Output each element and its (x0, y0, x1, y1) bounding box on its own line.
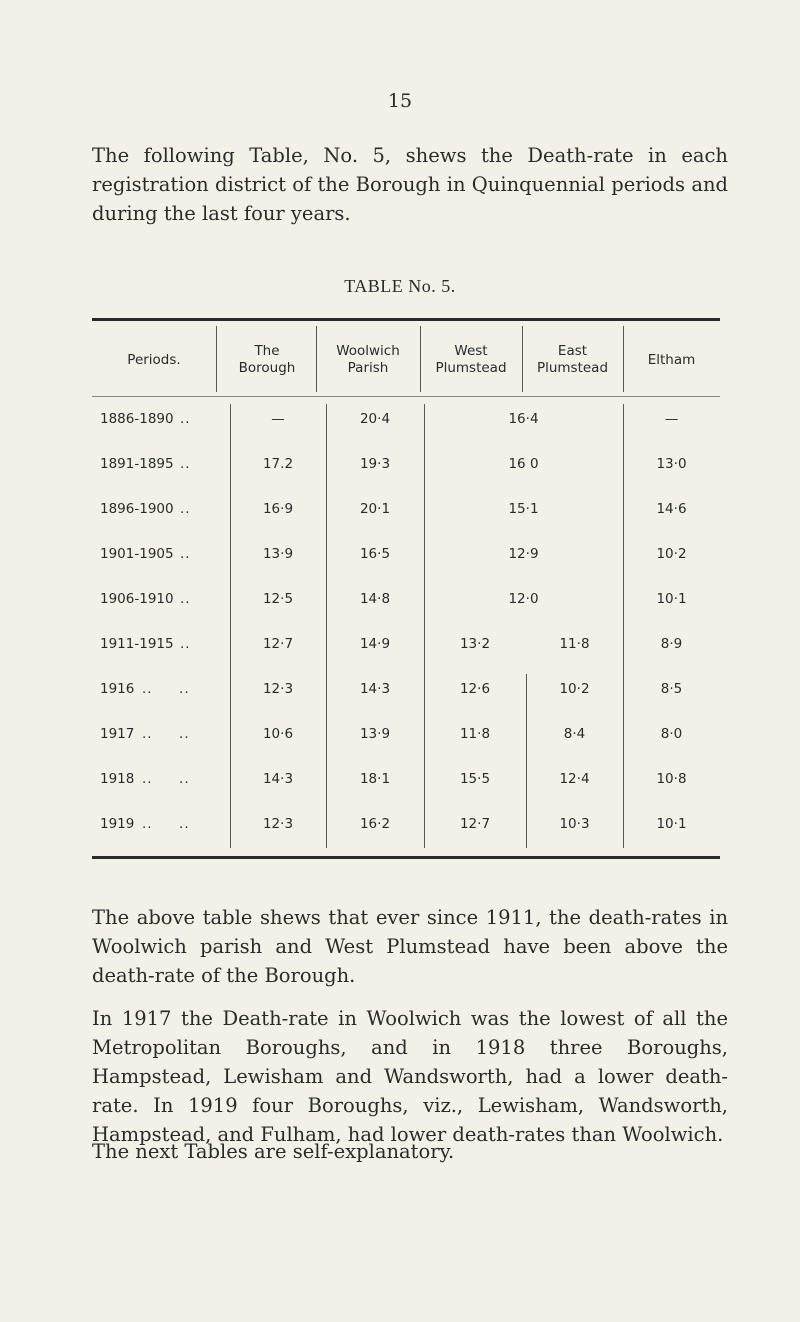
period-cell: 1896-1900 (100, 501, 174, 517)
header-eltham: Eltham (647, 351, 696, 368)
table-row: 1901-1905 .. 13·9 16·5 12·9 10·2 (92, 541, 720, 567)
borough-cell: 12·7 (262, 636, 294, 652)
west-plumstead-cell: 12·7 (459, 816, 491, 832)
eltham-cell: 8·5 (660, 681, 683, 697)
table-top-rule (92, 318, 720, 321)
eltham-cell: 13·0 (656, 456, 687, 472)
plumstead-combined-cell: 15·1 (508, 501, 539, 517)
plumstead-combined-cell: 12·0 (508, 591, 539, 607)
table-row: 1911-1915 .. 12·7 14·9 13·2 11·8 8·9 (92, 631, 720, 657)
eltham-cell: 8·9 (660, 636, 683, 652)
eltham-cell: 10·8 (656, 771, 687, 787)
woolwich-cell: 14·3 (359, 681, 391, 697)
west-plumstead-cell: 12·6 (459, 681, 491, 697)
woolwich-cell: 19·3 (359, 456, 391, 472)
east-plumstead-cell: 8·4 (563, 726, 586, 742)
table-row: 1918 .. .. 14·3 18·1 15·5 12·4 10·8 (92, 766, 720, 792)
borough-cell: 10·6 (262, 726, 294, 742)
borough-cell: — (271, 411, 285, 427)
table-commentary-paragraph: The above table shews that ever since 1911, the death-rates in Woolwich parish and West Plumstead have been above the death-rate of the Borough. (92, 906, 728, 987)
period-cell: 1901-1905 (100, 546, 174, 562)
header-periods: Periods. (127, 351, 181, 368)
header-east-plumstead: East Plumstead (536, 343, 609, 376)
table-row: 1916 .. .. 12·3 14·3 12·6 10·2 8·5 (92, 676, 720, 702)
woolwich-cell: 18·1 (359, 771, 391, 787)
table-row: 1886-1890 .. — 20·4 16·4 — (92, 406, 720, 432)
borough-cell: 12·3 (262, 816, 294, 832)
eltham-cell: — (664, 411, 679, 427)
borough-cell: 17.2 (262, 456, 294, 472)
woolwich-cell: 14·8 (359, 591, 391, 607)
period-cell: 1919 (100, 816, 135, 832)
borough-cell: 13·9 (262, 546, 294, 562)
period-cell: 1911-1915 (100, 636, 174, 652)
eltham-cell: 14·6 (656, 501, 687, 517)
page-number: 15 (387, 90, 413, 112)
west-plumstead-cell: 15·5 (459, 771, 491, 787)
plumstead-combined-cell: 16 0 (508, 456, 539, 472)
period-cell: 1886-1890 (100, 411, 174, 427)
death-rate-table (92, 318, 720, 859)
period-cell: 1891-1895 (100, 456, 174, 472)
table-row: 1896-1900 .. 16·9 20·1 15·1 14·6 (92, 496, 720, 522)
west-plumstead-cell: 11·8 (459, 726, 491, 742)
period-cell: 1916 (100, 681, 135, 697)
borough-cell: 14·3 (262, 771, 294, 787)
woolwich-cell: 16·2 (359, 816, 391, 832)
woolwich-cell: 13·9 (359, 726, 391, 742)
borough-cell: 12·3 (262, 681, 294, 697)
eltham-cell: 8·0 (660, 726, 683, 742)
woolwich-cell: 16·5 (359, 546, 391, 562)
table-row: 1891-1895 .. 17.2 19·3 16 0 13·0 (92, 451, 720, 477)
eltham-cell: 10·2 (656, 546, 687, 562)
header-borough: The Borough (238, 343, 296, 376)
table-bottom-rule (92, 856, 720, 859)
west-plumstead-cell: 13·2 (459, 636, 491, 652)
period-cell: 1906-1910 (100, 591, 174, 607)
closing-paragraph: The next Tables are self-explanatory. (92, 1140, 455, 1163)
borough-cell: 16·9 (262, 501, 294, 517)
header-divider (216, 326, 217, 392)
period-cell: 1917 (100, 726, 135, 742)
table-row: 1906-1910 .. 12·5 14·8 12·0 10·1 (92, 586, 720, 612)
table-header-rule (92, 396, 720, 397)
header-west-plumstead: West Plumstead (435, 343, 507, 376)
table-row: 1917 .. .. 10·6 13·9 11·8 8·4 8·0 (92, 721, 720, 747)
metropolitan-comparison-paragraph: In 1917 the Death-rate in Woolwich was the lowest of all the Metropolitan Boroughs, and in 1918 three Boroughs, Hampstead, Lewisham and Wandsworth, had a lower death-rate. In 1919 four Boroughs, viz., Lewisham, Wandsworth, Hampstead, and Fulham, had lower death-rates than Woolwich. (92, 1007, 728, 1146)
woolwich-cell: 20·4 (359, 411, 391, 427)
east-plumstead-cell: 11·8 (559, 636, 590, 652)
woolwich-cell: 20·1 (359, 501, 391, 517)
east-plumstead-cell: 10·2 (559, 681, 590, 697)
borough-cell: 12·5 (262, 591, 294, 607)
east-plumstead-cell: 10·3 (559, 816, 590, 832)
east-plumstead-cell: 12·4 (559, 771, 590, 787)
intro-paragraph: The following Table, No. 5, shews the Death-rate in each registration district of the Borough in Quinquennial periods and during the last four years. (92, 144, 728, 225)
eltham-cell: 10·1 (656, 591, 687, 607)
header-woolwich: Woolwich Parish (336, 343, 400, 376)
period-cell: 1918 (100, 771, 135, 787)
plumstead-combined-cell: 16·4 (508, 411, 539, 427)
plumstead-combined-cell: 12·9 (508, 546, 539, 562)
eltham-cell: 10·1 (656, 816, 687, 832)
table-title: TABLE No. 5. (344, 276, 456, 296)
woolwich-cell: 14·9 (359, 636, 391, 652)
table-row: 1919 .. .. 12·3 16·2 12·7 10·3 10·1 (92, 811, 720, 837)
